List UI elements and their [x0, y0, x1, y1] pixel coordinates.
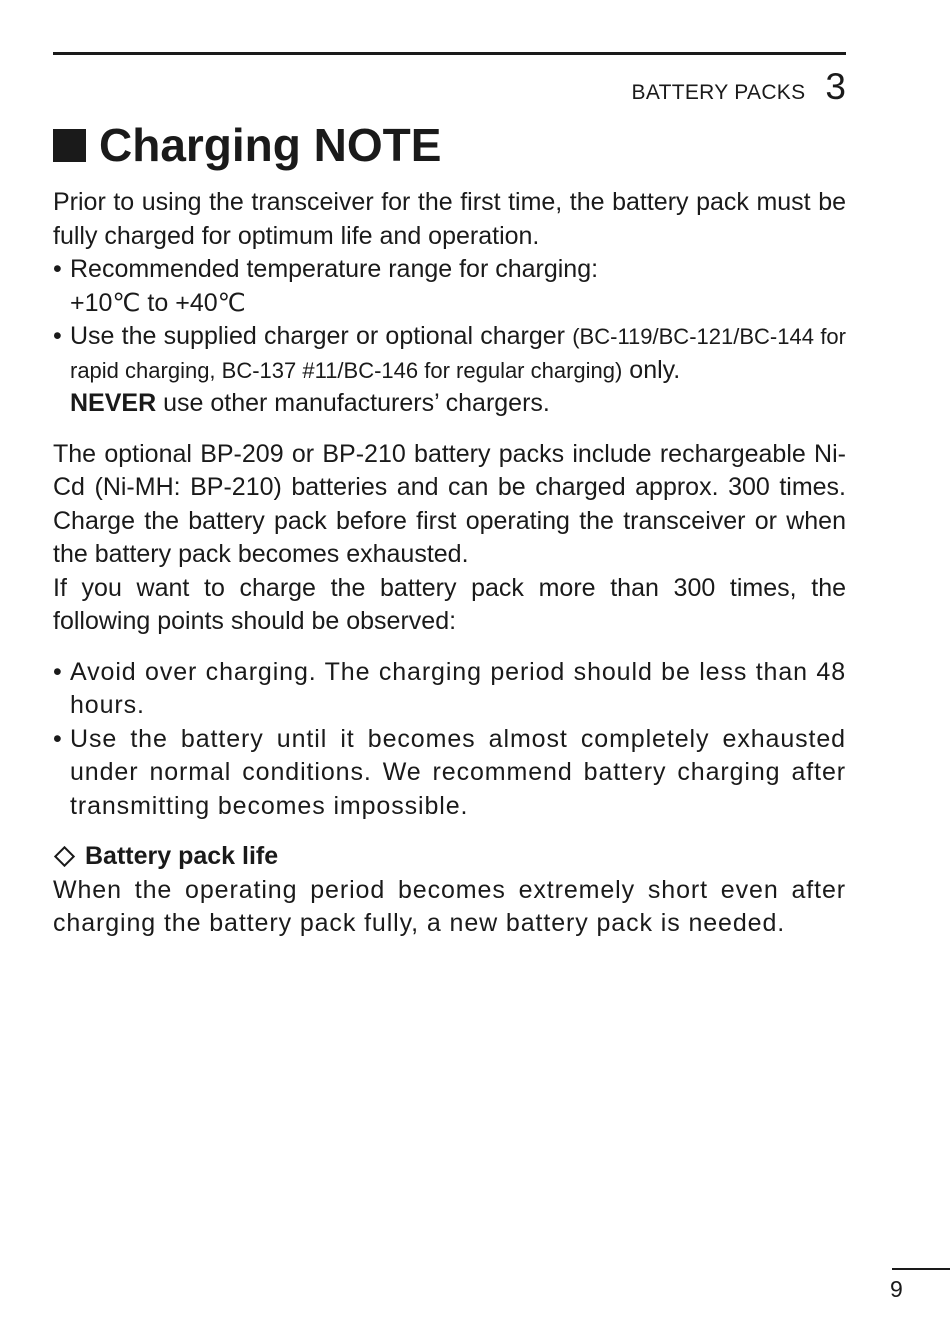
section-title-text: Charging NOTE [99, 119, 442, 171]
page-number: 9 [890, 1276, 903, 1302]
footer-rule [892, 1268, 950, 1270]
temperature-label: Recommended temperature range for charging: [70, 255, 599, 283]
bullet-dot-icon: • [53, 255, 62, 283]
never-text: use other manufacturers’ chargers. [163, 389, 550, 417]
bullet-temperature [53, 253, 846, 320]
charger-models: (BC-119/BC-121/BC-144 for rapid charging, BC-137 #11/BC-146 for regular charging) [70, 324, 846, 383]
diamond-icon [54, 846, 75, 867]
chapter-header [632, 66, 846, 108]
battery-packs-paragraph: The optional BP-209 or BP-210 battery packs include rechargeable Ni-Cd (Ni-MH: BP-210) batteries and can be charged approx. 300 times. Charge the battery pack before first operating the transceiver or when the battery pack becomes exhausted. [53, 439, 846, 568]
charger-only: only. [629, 355, 681, 384]
bullet-use-until-exhausted [53, 723, 846, 824]
charger-text: Use the supplied charger or optional charger [70, 322, 565, 350]
battery-life-paragraph: When the operating period becomes extremely short even after charging the battery pack fully, a new battery pack is needed. [53, 875, 846, 937]
chapter-title: BATTERY PACKS [631, 81, 806, 104]
battery-life-heading [53, 840, 846, 874]
page-content [53, 186, 846, 941]
chapter-number: 3 [825, 66, 846, 107]
bullet-text: Avoid over charging. The charging period should be less than 48 hours. [70, 657, 846, 719]
temperature-range: +10℃ to +40℃ [70, 288, 246, 317]
top-rule [53, 52, 846, 55]
section-title [53, 118, 441, 172]
intro-paragraph: Prior to using the transceiver for the first time, the battery pack must be fully charged for optimum life and operation. [53, 188, 846, 250]
bullet-charger [53, 320, 846, 421]
bullet-dot-icon: • [53, 322, 62, 350]
never-label: NEVER [70, 389, 157, 417]
bullet-dot-icon: • [53, 724, 63, 753]
more-charges-paragraph: If you want to charge the battery pack more than 300 times, the following points should be observed: [53, 573, 846, 635]
bullet-avoid-overcharging [53, 656, 846, 723]
bullet-text: Use the battery until it becomes almost completely exhausted under normal conditions. We recommend battery charging after transmitting becomes impossible. [70, 724, 846, 820]
battery-life-heading-text: Battery pack life [85, 842, 279, 870]
bullet-dot-icon: • [53, 657, 63, 686]
black-square-icon [53, 129, 86, 162]
